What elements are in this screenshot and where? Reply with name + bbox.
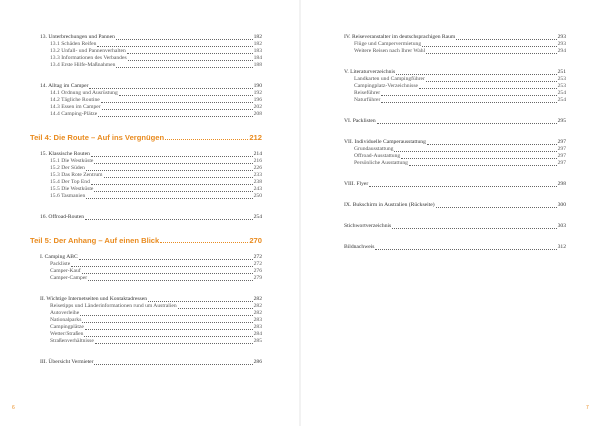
dot-leader <box>104 177 253 178</box>
toc-entry <box>50 62 262 69</box>
toc-entry <box>354 146 566 153</box>
toc-entry <box>50 324 262 331</box>
toc-entry-page: 253 <box>557 83 566 89</box>
toc-entry-page: 283 <box>253 317 262 323</box>
toc-entry-page: 190 <box>253 83 262 89</box>
toc-entry <box>354 90 566 97</box>
toc-entry <box>354 48 566 55</box>
dot-leader <box>97 46 252 47</box>
book-gutter <box>299 0 301 426</box>
dot-leader <box>456 39 556 40</box>
dot-leader <box>79 259 253 260</box>
toc-entry <box>40 34 262 41</box>
toc-entry <box>344 202 566 209</box>
toc-entry-title: Reisetipps und Länderinformationen rund um Australien <box>50 303 177 309</box>
toc-entry-title: 13.4 Erste Hilfe-Maßnahmen <box>50 62 116 68</box>
toc-entry-title: III. Übersicht Vermieter <box>40 359 94 365</box>
toc-entry <box>40 359 262 366</box>
toc-entry-title: 15.3 Das Rote Zentrum <box>50 172 103 178</box>
toc-entry-title: IV. Reiseveranstalter im deutschsprachigen Raum <box>344 34 456 40</box>
toc-entry <box>50 275 262 282</box>
toc-entry <box>50 268 262 275</box>
toc-entry-title: 15.6 Tasmanien <box>50 193 86 199</box>
toc-entry-title: Straßenverhältnisse <box>50 338 94 344</box>
dot-leader <box>128 60 253 61</box>
toc-entry-page: 188 <box>253 62 262 68</box>
dot-leader <box>401 158 556 159</box>
dot-leader <box>82 322 252 323</box>
dot-leader <box>381 95 557 96</box>
toc-entry <box>50 90 262 97</box>
toc-entry-title: 13.3 Informationen des Verbandes <box>50 55 127 61</box>
dot-leader <box>85 329 253 330</box>
toc-entry <box>40 83 262 90</box>
dot-leader <box>426 81 557 82</box>
toc-entry <box>50 104 262 111</box>
toc-entry-title: 15.2 Der Süden <box>50 165 85 171</box>
toc-entry-page: 184 <box>253 55 262 61</box>
dot-leader <box>94 191 252 192</box>
toc-entry <box>344 118 566 125</box>
toc-entry-title: 15. Klassische Routen <box>40 151 90 157</box>
toc-entry-page: 250 <box>253 193 262 199</box>
toc-entry-page: 202 <box>253 104 262 110</box>
toc-entry-title: 16. Offroad-Routen <box>40 214 85 220</box>
part-heading-title: Teil 5: Der Anhang – Auf einen Blick <box>30 236 160 245</box>
dot-leader <box>148 301 253 302</box>
toc-entry-page: 300 <box>557 202 566 208</box>
dot-leader <box>369 186 556 187</box>
dot-leader <box>91 184 253 185</box>
toc-entry <box>344 69 566 76</box>
toc-entry-title: Camper-Kauf <box>50 268 81 274</box>
toc-entry-page: 286 <box>253 359 262 365</box>
toc-entry-page: 226 <box>253 165 262 171</box>
dot-leader <box>85 219 253 220</box>
toc-entry <box>50 331 262 338</box>
toc-entry-page: 251 <box>557 69 566 75</box>
toc-entry-page: 182 <box>253 41 262 47</box>
page-number-left: 6 <box>12 405 15 411</box>
toc-entry-page: 243 <box>253 186 262 192</box>
toc-entry-title: 14.2 Tägliche Routine <box>50 97 100 103</box>
toc-entry <box>354 153 566 160</box>
toc-entry <box>50 338 262 345</box>
dot-leader <box>84 336 252 337</box>
toc-entry <box>50 97 262 104</box>
toc-entry <box>344 181 566 188</box>
toc-entry-page: 297 <box>557 153 566 159</box>
toc-entry-page: 216 <box>253 158 262 164</box>
toc-entry <box>354 160 566 167</box>
dot-leader <box>119 95 253 96</box>
toc-entry-title: 14. Alltag im Camper <box>40 83 89 89</box>
toc-entry-title: Camper-Camper <box>50 275 88 281</box>
toc-entry-page: 253 <box>557 76 566 82</box>
part-heading-title: Teil 4: Die Route – Auf ins Vergnügen <box>30 133 165 142</box>
dot-leader <box>392 228 556 229</box>
toc-entry-title: 14.4 Camping-Plätze <box>50 111 98 117</box>
toc-entry-page: 254 <box>253 214 262 220</box>
part-heading-page: 270 <box>249 236 262 245</box>
toc-entry-title: 15.1 Die Westküste <box>50 158 94 164</box>
toc-entry-title: I. Camping ABC <box>40 254 78 260</box>
dot-leader <box>101 102 253 103</box>
toc-entry-page: 297 <box>557 160 566 166</box>
toc-entry <box>50 303 262 310</box>
dot-leader <box>427 144 557 145</box>
toc-entry <box>344 244 566 251</box>
dot-leader <box>86 198 252 199</box>
dot-leader <box>426 53 557 54</box>
dot-leader <box>381 102 556 103</box>
toc-entry <box>50 111 262 118</box>
toc-entry-title: 13.1 Schäden Reifen <box>50 41 97 47</box>
toc-entry-title: Flüge und Campervermietung <box>354 41 422 47</box>
toc-entry <box>50 48 262 55</box>
dot-leader <box>436 207 557 208</box>
toc-entry-title: Offroad-Ausstattung <box>354 153 401 159</box>
toc-entry-page: 192 <box>253 90 262 96</box>
toc-entry-page: 272 <box>253 261 262 267</box>
toc-entry <box>354 76 566 83</box>
toc-entry-title: 13. Unterbrechungen und Pannen <box>40 34 115 40</box>
toc-entry <box>50 317 262 324</box>
toc-entry-page: 276 <box>253 268 262 274</box>
dot-leader <box>82 273 253 274</box>
left-page <box>0 0 296 426</box>
dot-leader <box>409 165 557 166</box>
toc-entry-title: VII. Individuelle Camperausstattung <box>344 139 426 145</box>
toc-entry-title: Landkarten und Campingführer <box>354 76 425 82</box>
toc-entry-page: 233 <box>253 172 262 178</box>
toc-entry-page: 312 <box>557 244 566 250</box>
toc-entry-page: 238 <box>253 179 262 185</box>
toc-entry-page: 298 <box>557 181 566 187</box>
toc-entry-page: 285 <box>253 338 262 344</box>
toc-entry-title: Packliste <box>50 261 71 267</box>
dot-leader <box>394 151 556 152</box>
toc-entry <box>40 151 262 158</box>
dot-leader <box>88 280 252 281</box>
dot-leader <box>80 315 252 316</box>
toc-entry-title: 15.4 Der Top End <box>50 179 90 185</box>
toc-entry-title: V. Literaturverzeichnis <box>344 69 396 75</box>
toc-entry <box>344 223 566 230</box>
dot-leader <box>91 156 253 157</box>
toc-entry-title: Bildnachweis <box>344 244 375 250</box>
toc-entry-page: 214 <box>253 151 262 157</box>
toc-entry <box>354 97 566 104</box>
toc-entry-page: 283 <box>253 324 262 330</box>
toc-entry-title: 14.1 Ordnung und Ausrüstung <box>50 90 118 96</box>
toc-entry-page: 254 <box>557 90 566 96</box>
toc-entry-page: 254 <box>557 97 566 103</box>
dot-leader <box>178 308 253 309</box>
dot-leader <box>86 170 253 171</box>
toc-entry-page: 297 <box>557 146 566 152</box>
dot-leader <box>71 266 252 267</box>
dot-leader <box>419 88 557 89</box>
toc-entry-title: IX. Bukschirm in Australien (Rückseite) <box>344 202 435 208</box>
toc-entry-title: Nationalparks <box>50 317 82 323</box>
right-page <box>304 0 600 426</box>
dot-leader <box>422 46 556 47</box>
toc-entry-page: 279 <box>253 275 262 281</box>
toc-entry <box>50 165 262 172</box>
toc-entry-title: VIII. Flyer <box>344 181 369 187</box>
toc-entry-title: Campingplatz-Verzeichnisse <box>354 83 418 89</box>
toc-entry <box>40 296 262 303</box>
toc-entry-page: 272 <box>253 254 262 260</box>
toc-entry <box>354 83 566 90</box>
toc-entry <box>40 214 262 221</box>
toc-entry-page: 183 <box>253 48 262 54</box>
dot-leader <box>160 242 248 243</box>
dot-leader <box>98 116 252 117</box>
toc-entry <box>50 55 262 62</box>
toc-entry-page: 303 <box>557 223 566 229</box>
toc-entry <box>344 139 566 146</box>
toc-entry-title: 13.2 Unfall- und Pannenverhalten <box>50 48 126 54</box>
dot-leader <box>396 74 556 75</box>
dot-leader <box>375 249 556 250</box>
toc-entry <box>344 34 566 41</box>
dot-leader <box>127 53 253 54</box>
toc-entry-page: 284 <box>253 331 262 337</box>
toc-entry-title: VI. Packlisten <box>344 118 376 124</box>
toc-entry-page: 293 <box>557 34 566 40</box>
toc-entry <box>50 172 262 179</box>
toc-entry-title: Persönliche Ausstattung <box>354 160 408 166</box>
toc-entry <box>50 193 262 200</box>
toc-entry-title: Grundausstattung <box>354 146 394 152</box>
part-heading-page: 212 <box>249 133 262 142</box>
dot-leader <box>94 364 252 365</box>
toc-entry <box>50 179 262 186</box>
toc-entry-page: 282 <box>253 310 262 316</box>
toc-entry <box>50 41 262 48</box>
toc-entry-title: 15.5 Die Westküste <box>50 186 94 192</box>
toc-entry-page: 208 <box>253 111 262 117</box>
toc-entry-title: Campingplätze <box>50 324 84 330</box>
dot-leader <box>116 39 253 40</box>
toc-entry-page: 295 <box>557 118 566 124</box>
toc-entry-page: 294 <box>557 48 566 54</box>
dot-leader <box>89 88 252 89</box>
toc-entry-title: Wetter/Straßen <box>50 331 84 337</box>
toc-entry-page: 297 <box>557 139 566 145</box>
toc-entry <box>50 310 262 317</box>
dot-leader <box>102 109 253 110</box>
toc-entry-title: Naturführer <box>354 97 381 103</box>
toc-entry-page: 282 <box>253 303 262 309</box>
toc-entry-page: 282 <box>253 296 262 302</box>
toc-entry <box>50 186 262 193</box>
page-number-right: 7 <box>586 405 589 411</box>
part-heading <box>30 236 262 245</box>
toc-entry-title: Stichwortverzeichnis <box>344 223 392 229</box>
dot-leader <box>94 163 252 164</box>
toc-entry-page: 293 <box>557 41 566 47</box>
toc-entry-page: 182 <box>253 34 262 40</box>
toc-entry-title: Reiseführer <box>354 90 381 96</box>
toc-entry <box>50 158 262 165</box>
toc-entry-title: 14.3 Essen im Camper <box>50 104 101 110</box>
toc-entry <box>354 41 566 48</box>
dot-leader <box>377 123 557 124</box>
toc-entry-title: Autoverleihe <box>50 310 80 316</box>
dot-leader <box>95 343 253 344</box>
toc-entry <box>40 254 262 261</box>
toc-entry-page: 196 <box>253 97 262 103</box>
part-heading <box>30 133 262 142</box>
toc-entry-title: Weitere Reisen nach Ihrer Wahl <box>354 48 426 54</box>
dot-leader <box>165 139 248 140</box>
dot-leader <box>116 67 252 68</box>
toc-entry-title: II. Wichtige Internetseiten und Kontaktadressen <box>40 296 148 302</box>
toc-entry <box>50 261 262 268</box>
